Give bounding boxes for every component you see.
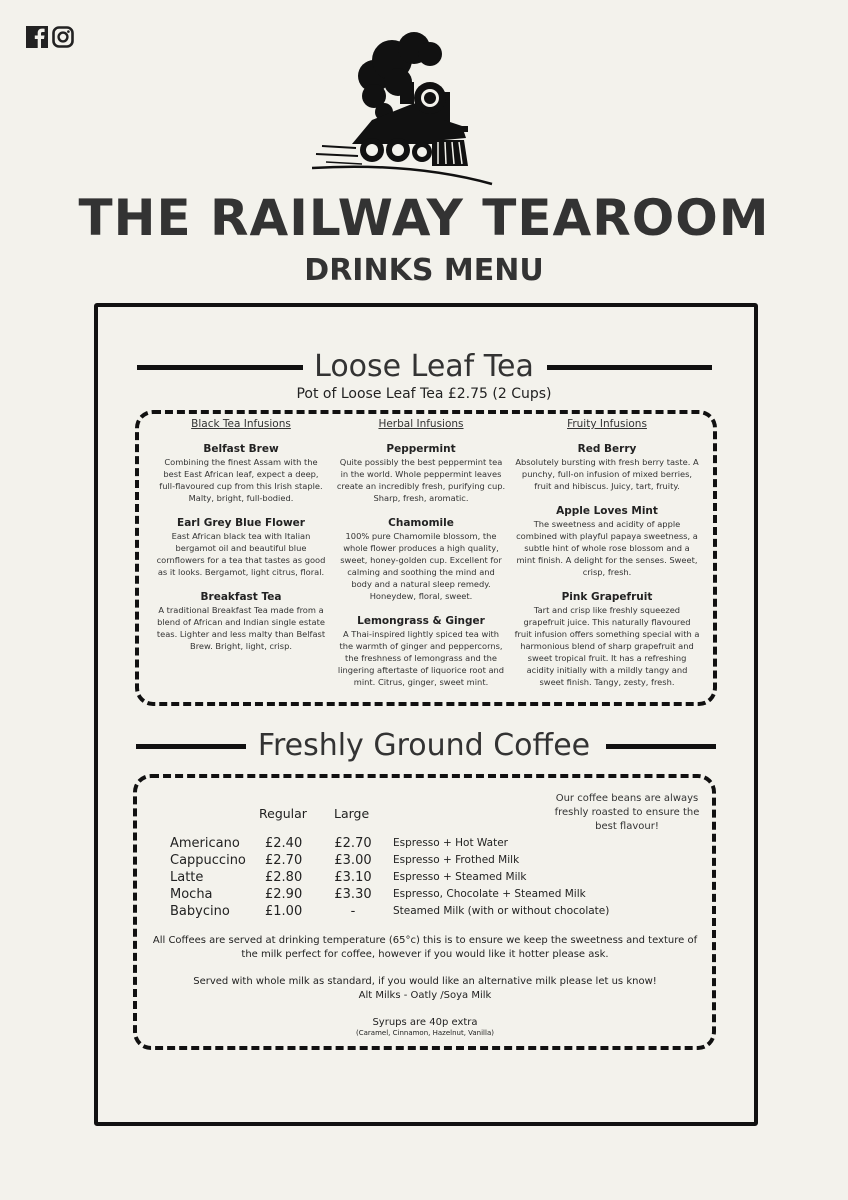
list-item <box>336 614 506 688</box>
large-price: £2.70 <box>334 836 372 851</box>
list-item <box>514 504 700 578</box>
tea-description: Quite possibly the best peppermint tea in the world. Whole peppermint leaves create an incredibly fresh, purifying cup. Sharp, fresh, aromatic. <box>336 457 506 503</box>
facebook-icon[interactable] <box>26 26 48 48</box>
heading-rule-left <box>136 744 246 749</box>
coffee-name: Americano <box>170 836 240 851</box>
coffee-heading-label: Freshly Ground Coffee <box>257 728 591 763</box>
page-title: THE RAILWAY TEAROOM <box>78 189 770 247</box>
coffee-section-heading <box>0 724 848 768</box>
regular-price: £2.80 <box>265 870 303 885</box>
temperature-note: All Coffees are served at drinking temperature (65°c) this is to ensure we keep the sweetness and texture of the milk perfect for coffee, however if you would like it hotter please ask. <box>152 935 698 960</box>
syrup-price: Syrups are 40p extra <box>372 1017 478 1028</box>
coffee-description: Espresso + Frothed Milk <box>393 854 520 866</box>
milk-note <box>150 975 700 1003</box>
coffee-name: Latte <box>170 870 204 885</box>
tea-description: East African black tea with Italian bergamot oil and beautiful blue cornflowers for a tea that tastes as good as it looks. Bergamot, light citrus, floral. <box>156 531 326 577</box>
tea-description: Tart and crisp like freshly squeezed grapefruit juice. This naturally flavoured fruit infusion offers something special with a harmonious blend of sharp grapefruit and sweet tropical fruit. It has a refreshing acidity initially with a mildly tangy and sweet finish. Tangy, zesty, fresh. <box>514 605 700 687</box>
tea-description: Absolutely bursting with fresh berry taste. A punchy, full-on infusion of mixed berries, fruit and hibiscus. Juicy, tart, fruity. <box>515 457 699 491</box>
tea-section-heading <box>0 345 848 389</box>
coffee-description: Steamed Milk (with or without chocolate) <box>393 905 610 917</box>
tea-pot-price: Pot of Loose Leaf Tea £2.75 (2 Cups) <box>296 386 552 402</box>
regular-column-label: Regular <box>259 806 307 821</box>
coffee-name: Cappuccino <box>170 853 246 868</box>
tea-description: Combining the finest Assam with the best East African leaf, expect a deep, full-flavoured cup from this Irish staple. Malty, bright, full-bodied. <box>159 457 323 503</box>
coffee-name: Babycino <box>170 904 230 919</box>
tea-name: Apple Loves Mint <box>556 505 658 517</box>
coffee-price-table <box>170 835 690 920</box>
regular-price: £2.70 <box>265 853 303 868</box>
list-item <box>336 516 506 602</box>
list-item <box>156 442 326 504</box>
large-price: - <box>350 904 356 919</box>
list-item <box>514 442 700 492</box>
large-price: £3.30 <box>334 887 372 902</box>
large-price: £3.10 <box>334 870 372 885</box>
table-row <box>170 852 690 869</box>
column-heading: Black Tea Infusions <box>191 418 291 430</box>
tea-heading-label: Loose Leaf Tea <box>314 349 534 384</box>
tea-description: 100% pure Chamomile blossom, the whole flower produces a high quality, sweet, honey-golden cup. Excellent for calming and soothing the mind and body and a natural sleep remedy. Honeydew, floral, sweet. <box>340 531 502 601</box>
table-row <box>170 886 690 903</box>
list-item <box>156 590 326 652</box>
table-row <box>170 903 690 920</box>
large-column-label: Large <box>334 806 370 821</box>
black-tea-column <box>156 418 326 664</box>
tea-name: Red Berry <box>577 443 637 455</box>
list-item <box>336 442 506 504</box>
tea-name: Earl Grey Blue Flower <box>177 517 305 529</box>
tea-name: Peppermint <box>386 443 456 455</box>
fruity-tea-column <box>514 418 700 700</box>
herbal-tea-column <box>336 418 506 700</box>
tea-name: Pink Grapefruit <box>561 591 653 603</box>
list-item <box>156 516 326 578</box>
heading-rule-left <box>137 365 303 370</box>
instagram-icon[interactable] <box>52 26 74 48</box>
coffee-description: Espresso + Steamed Milk <box>393 871 527 883</box>
column-heading: Herbal Infusions <box>378 418 464 430</box>
tea-name: Belfast Brew <box>203 443 279 455</box>
tea-description: The sweetness and acidity of apple combined with playful papaya sweetness, a subtle hint of whole rose blossom and a mint finish. A delight for the senses. Sweet, crisp, fresh. <box>516 519 698 577</box>
milk-note-text: Served with whole milk as standard, if you would like an alternative milk please let us know! <box>193 976 657 987</box>
large-price: £3.00 <box>334 853 372 868</box>
tea-name: Breakfast Tea <box>200 591 282 603</box>
coffee-description: Espresso + Hot Water <box>393 837 508 849</box>
column-heading: Fruity Infusions <box>567 418 647 430</box>
regular-price: £2.40 <box>265 836 303 851</box>
coffee-description: Espresso, Chocolate + Steamed Milk <box>393 888 586 900</box>
tea-description: A Thai-inspired lightly spiced tea with the warmth of ginger and peppercorns, the freshness of lemongrass and the lingering aftertaste of liquorice root and mint. Citrus, ginger, sweet mint. <box>337 629 505 687</box>
heading-rule-right <box>547 365 712 370</box>
steam-locomotive-logo <box>312 26 542 186</box>
coffee-roast-note: Our coffee beans are always freshly roasted to ensure the best flavour! <box>554 793 700 832</box>
table-row <box>170 869 690 886</box>
syrup-flavours: (Caramel, Cinnamon, Hazelnut, Vanilla) <box>356 1029 494 1037</box>
page-subtitle: DRINKS MENU <box>304 253 544 288</box>
tea-description: A traditional Breakfast Tea made from a blend of African and Indian single estate teas. Lighter and less malty than Belfast Brew. Bright, light, crisp. <box>156 605 326 651</box>
tea-name: Lemongrass & Ginger <box>357 615 485 627</box>
regular-price: £2.90 <box>265 887 303 902</box>
table-row <box>170 835 690 852</box>
regular-price: £1.00 <box>265 904 303 919</box>
coffee-name: Mocha <box>170 887 213 902</box>
heading-rule-right <box>606 744 716 749</box>
tea-name: Chamomile <box>388 517 454 529</box>
alt-milks-text: Alt Milks - Oatly /Soya Milk <box>358 990 492 1001</box>
list-item <box>514 590 700 688</box>
social-links <box>26 26 74 48</box>
